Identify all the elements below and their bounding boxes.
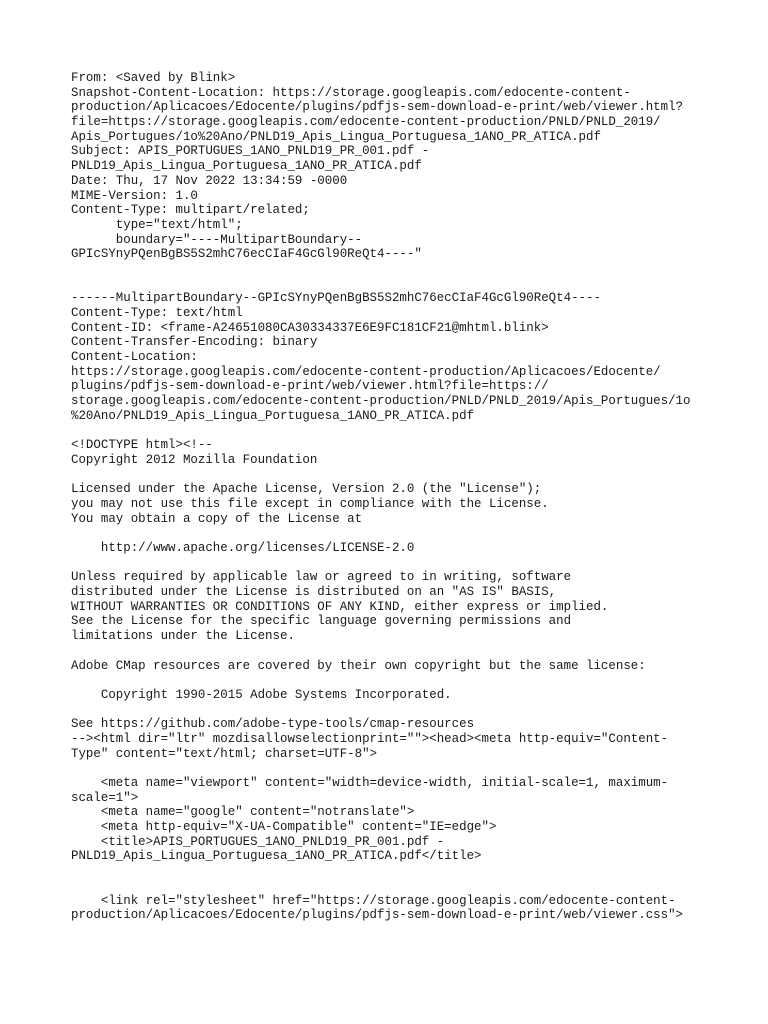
text-line: Type" content="text/html; charset=UTF-8"> [71, 746, 378, 761]
text-line: Unless required by applicable law or agreed to in writing, software [71, 570, 572, 585]
blank-line [71, 526, 751, 541]
text-line: WITHOUT WARRANTIES OR CONDITIONS OF ANY KIND, either express or implied. [71, 599, 609, 614]
text-line: Copyright 1990-2015 Adobe Systems Incorporated. [71, 687, 452, 702]
text-line: <meta http-equiv="X-UA-Compatible" content="IE=edge"> [71, 820, 497, 835]
text-line: <!DOCTYPE html><!-- [71, 438, 213, 453]
text-line: You may obtain a copy of the License at [71, 511, 363, 526]
text-line: production/Aplicacoes/Edocente/plugins/pdfjs-sem-download-e-print/web/viewer.html? [71, 100, 684, 115]
text-line: boundary="----MultipartBoundary-- [71, 232, 363, 247]
text-line: Content-Type: text/html [71, 306, 243, 320]
text-line: Date: Thu, 17 Nov 2022 13:34:59 -0000 [71, 173, 348, 188]
text-line: Content-Type: multipart/related; [71, 203, 310, 218]
blank-line [71, 277, 751, 292]
text-line: See https://github.com/adobe-type-tools/cmap-resources [71, 717, 475, 732]
text-line: %20Ano/PNLD19_Apis_Lingua_Portuguesa_1ANO_PR_ATICA.pdf [71, 408, 475, 423]
text-line: http://www.apache.org/licenses/LICENSE-2.0 [71, 541, 415, 555]
text-line: type="text/html"; [71, 217, 243, 232]
text-line: See the License for the specific language governing permissions and [71, 614, 572, 629]
blank-line [71, 556, 751, 571]
text-line: GPIcSYnyPQenBgBS5S2mhC76ecCIaF4GcGl90ReQt4----" [71, 247, 422, 262]
text-line: Adobe CMap resources are covered by their own copyright but the same license: [71, 658, 646, 673]
text-line: ------MultipartBoundary--GPIcSYnyPQenBgBS5S2mhC76ecCIaF4GcGl90ReQt4---- [71, 291, 601, 306]
document-page [71, 71, 751, 923]
text-line: <meta name="viewport" content="width=device-width, initial-scale=1, maximum- [71, 776, 669, 790]
text-line: limitations under the License. [71, 629, 295, 644]
text-line: https://storage.googleapis.com/edocente-content-production/Aplicacoes/Edocente/ [71, 364, 661, 379]
text-line: you may not use this file except in compliance with the License. [71, 496, 549, 511]
text-line: MIME-Version: 1.0 [71, 188, 198, 203]
blank-line [71, 262, 751, 277]
blank-line [71, 879, 751, 894]
text-line: PNLD19_Apis_Lingua_Portuguesa_1ANO_PR_ATICA.pdf [71, 159, 422, 174]
blank-line [71, 864, 751, 879]
blank-line [71, 703, 751, 718]
blank-line [71, 761, 751, 776]
text-line: Copyright 2012 Mozilla Foundation [71, 452, 318, 467]
blank-line [71, 644, 751, 659]
text-line: file=https://storage.googleapis.com/edocente-content-production/PNLD/PNLD_2019/ [71, 115, 661, 130]
text-line: PNLD19_Apis_Lingua_Portuguesa_1ANO_PR_ATICA.pdf</title> [71, 849, 482, 864]
text-line: Content-Location: [71, 350, 198, 365]
text-line: Licensed under the Apache License, Version 2.0 (the "License"); [71, 482, 542, 497]
blank-line [71, 468, 751, 483]
text-line: storage.googleapis.com/edocente-content-production/PNLD/PNLD_2019/Apis_Portugues/1o [71, 394, 691, 409]
blank-line [71, 673, 751, 688]
text-line: distributed under the License is distributed on an "AS IS" BASIS, [71, 585, 557, 600]
text-line: plugins/pdfjs-sem-download-e-print/web/viewer.html?file=https:// [71, 379, 549, 394]
text-line: <link rel="stylesheet" href="https://storage.googleapis.com/edocente-content- [71, 893, 676, 908]
blank-line [71, 424, 751, 439]
text-line: Apis_Portugues/1o%20Ano/PNLD19_Apis_Lingua_Portuguesa_1ANO_PR_ATICA.pdf [71, 129, 601, 144]
text-line: Snapshot-Content-Location: https://storage.googleapis.com/edocente-content- [71, 85, 631, 100]
text-line: Content-Transfer-Encoding: binary [71, 335, 318, 350]
text-line: Subject: APIS_PORTUGUES_1ANO_PNLD19_PR_001.pdf - [71, 144, 430, 159]
text-line: <title>APIS_PORTUGUES_1ANO_PNLD19_PR_001.pdf - [71, 834, 445, 849]
text-line: From: <Saved by Blink> [71, 71, 236, 85]
text-line: Content-ID: <frame-A24651080CA30334337E6E9FC181CF21@mhtml.blink> [71, 320, 549, 335]
text-line: scale=1"> [71, 790, 139, 805]
text-line: --><html dir="ltr" mozdisallowselectionprint=""><head><meta http-equiv="Content- [71, 731, 669, 746]
text-line: production/Aplicacoes/Edocente/plugins/pdfjs-sem-download-e-print/web/viewer.css"> [71, 908, 684, 923]
text-line: <meta name="google" content="notranslate"> [71, 805, 415, 820]
